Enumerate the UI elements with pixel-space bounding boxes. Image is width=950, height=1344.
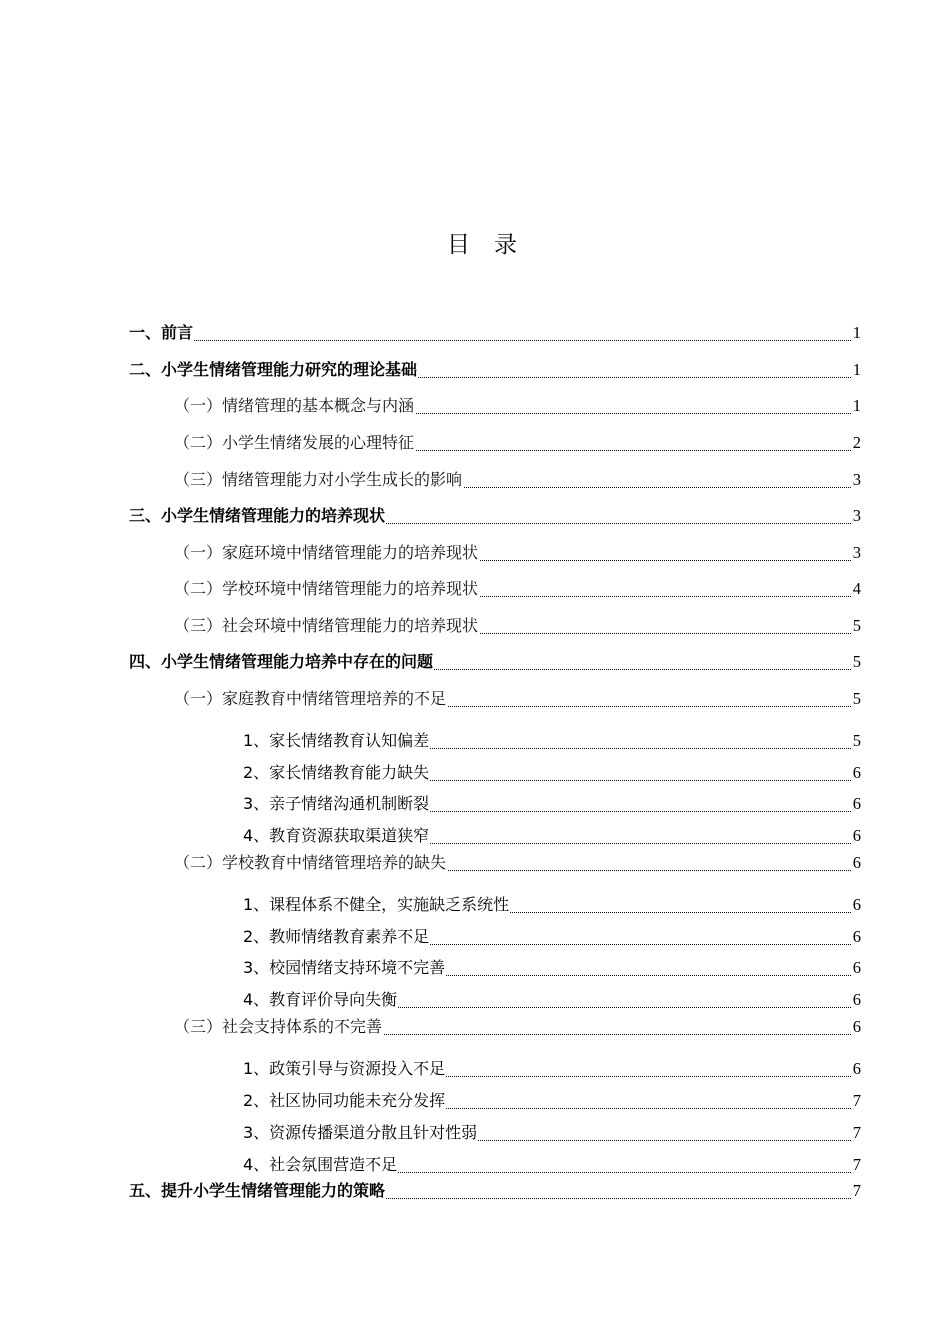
toc-entry-page: 2 bbox=[852, 433, 861, 452]
toc-entry[interactable] bbox=[0, 503, 950, 529]
toc-entry[interactable] bbox=[0, 987, 950, 1013]
toc-entry-page: 6 bbox=[852, 958, 861, 977]
toc-entry-label: 四、小学生情绪管理能力培养中存在的问题 bbox=[129, 652, 434, 671]
toc-entry[interactable] bbox=[0, 320, 950, 346]
toc-entry-page: 1 bbox=[852, 396, 861, 415]
toc-entry-label: （二）小学生情绪发展的心理特征 bbox=[174, 433, 415, 452]
toc-entry-label: （一）家庭教育中情绪管理培养的不足 bbox=[174, 689, 447, 708]
toc-entry-label: （三）情绪管理能力对小学生成长的影响 bbox=[174, 470, 463, 489]
toc-entry-page: 3 bbox=[852, 506, 861, 525]
toc-entry-label: （一）家庭环境中情绪管理能力的培养现状 bbox=[174, 543, 479, 562]
toc-entry-page: 6 bbox=[852, 927, 861, 946]
toc-entry-page: 5 bbox=[852, 652, 861, 671]
toc-entry[interactable] bbox=[0, 850, 950, 876]
toc-entry[interactable] bbox=[0, 924, 950, 950]
toc-entry-page: 5 bbox=[852, 616, 861, 635]
dot-leader bbox=[129, 340, 861, 341]
toc-entry-page: 1 bbox=[852, 323, 861, 342]
toc-entry[interactable] bbox=[0, 892, 950, 918]
toc-entry-page: 7 bbox=[852, 1091, 861, 1110]
toc-entry[interactable] bbox=[0, 430, 950, 456]
toc-entry[interactable] bbox=[0, 1152, 950, 1178]
toc-entry-label: 2、教师情绪教育素养不足 bbox=[243, 927, 430, 946]
toc-entry[interactable] bbox=[0, 357, 950, 383]
toc-entry-page: 6 bbox=[852, 853, 861, 872]
toc-entry[interactable] bbox=[0, 760, 950, 786]
toc-entry[interactable] bbox=[0, 1056, 950, 1082]
toc-entry-label: 3、亲子情绪沟通机制断裂 bbox=[243, 794, 430, 813]
toc-entry-page: 5 bbox=[852, 731, 861, 750]
toc-entry-page: 6 bbox=[852, 794, 861, 813]
toc-entry-page: 7 bbox=[852, 1155, 861, 1174]
toc-entry[interactable] bbox=[0, 393, 950, 419]
toc-entry-page: 6 bbox=[852, 895, 861, 914]
toc-entry[interactable] bbox=[0, 1120, 950, 1146]
toc-entry-label: 二、小学生情绪管理能力研究的理论基础 bbox=[129, 360, 418, 379]
toc-entry-page: 7 bbox=[852, 1181, 861, 1200]
toc-entry-label: 一、前言 bbox=[129, 323, 194, 342]
toc-title: 目录 bbox=[447, 232, 541, 258]
toc-entry[interactable] bbox=[0, 955, 950, 981]
toc-entry-label: 2、家长情绪教育能力缺失 bbox=[243, 763, 430, 782]
toc-entry-label: 1、家长情绪教育认知偏差 bbox=[243, 731, 430, 750]
toc-entry[interactable] bbox=[0, 540, 950, 566]
toc-entry-label: 4、教育评价导向失衡 bbox=[243, 990, 398, 1009]
toc-entry-label: 1、课程体系不健全，实施缺乏系统性 bbox=[243, 895, 510, 914]
toc-entry[interactable] bbox=[0, 686, 950, 712]
toc-entry-label: （一）情绪管理的基本概念与内涵 bbox=[174, 396, 415, 415]
toc-entry-label: 3、校园情绪支持环境不完善 bbox=[243, 958, 446, 977]
toc-entry-page: 5 bbox=[852, 689, 861, 708]
toc-entry-label: 3、资源传播渠道分散且针对性弱 bbox=[243, 1123, 478, 1142]
toc-entry-label: （二）学校教育中情绪管理培养的缺失 bbox=[174, 853, 447, 872]
toc-entry-label: 1、政策引导与资源投入不足 bbox=[243, 1059, 446, 1078]
toc-entry[interactable] bbox=[0, 791, 950, 817]
toc-entry-label: 4、教育资源获取渠道狭窄 bbox=[243, 826, 430, 845]
toc-entry-label: （三）社会支持体系的不完善 bbox=[174, 1017, 383, 1036]
toc-entry-page: 6 bbox=[852, 1059, 861, 1078]
toc-entry-label: 三、小学生情绪管理能力的培养现状 bbox=[129, 506, 386, 525]
toc-entry[interactable] bbox=[0, 613, 950, 639]
toc-entry-page: 1 bbox=[852, 360, 861, 379]
toc-entry[interactable] bbox=[0, 576, 950, 602]
toc-entry[interactable] bbox=[0, 649, 950, 675]
toc-entry[interactable] bbox=[0, 467, 950, 493]
toc-entry-label: （三）社会环境中情绪管理能力的培养现状 bbox=[174, 616, 479, 635]
toc-entry-page: 3 bbox=[852, 470, 861, 489]
toc-entry-page: 6 bbox=[852, 763, 861, 782]
toc-entry-page: 6 bbox=[852, 826, 861, 845]
toc-entry-page: 6 bbox=[852, 990, 861, 1009]
toc-entry[interactable] bbox=[0, 1178, 950, 1204]
toc-entry-page: 6 bbox=[852, 1017, 861, 1036]
toc-entry[interactable] bbox=[0, 1014, 950, 1040]
toc-entry[interactable] bbox=[0, 728, 950, 754]
toc-entry-label: （二）学校环境中情绪管理能力的培养现状 bbox=[174, 579, 479, 598]
toc-entry-page: 7 bbox=[852, 1123, 861, 1142]
toc-entry-page: 3 bbox=[852, 543, 861, 562]
toc-entry[interactable] bbox=[0, 823, 950, 849]
toc-entry-label: 五、提升小学生情绪管理能力的策略 bbox=[129, 1181, 386, 1200]
toc-entry-label: 4、社会氛围营造不足 bbox=[243, 1155, 398, 1174]
toc-entry-label: 2、社区协同功能未充分发挥 bbox=[243, 1091, 446, 1110]
toc-entry-page: 4 bbox=[852, 579, 861, 598]
toc-entry[interactable] bbox=[0, 1088, 950, 1114]
